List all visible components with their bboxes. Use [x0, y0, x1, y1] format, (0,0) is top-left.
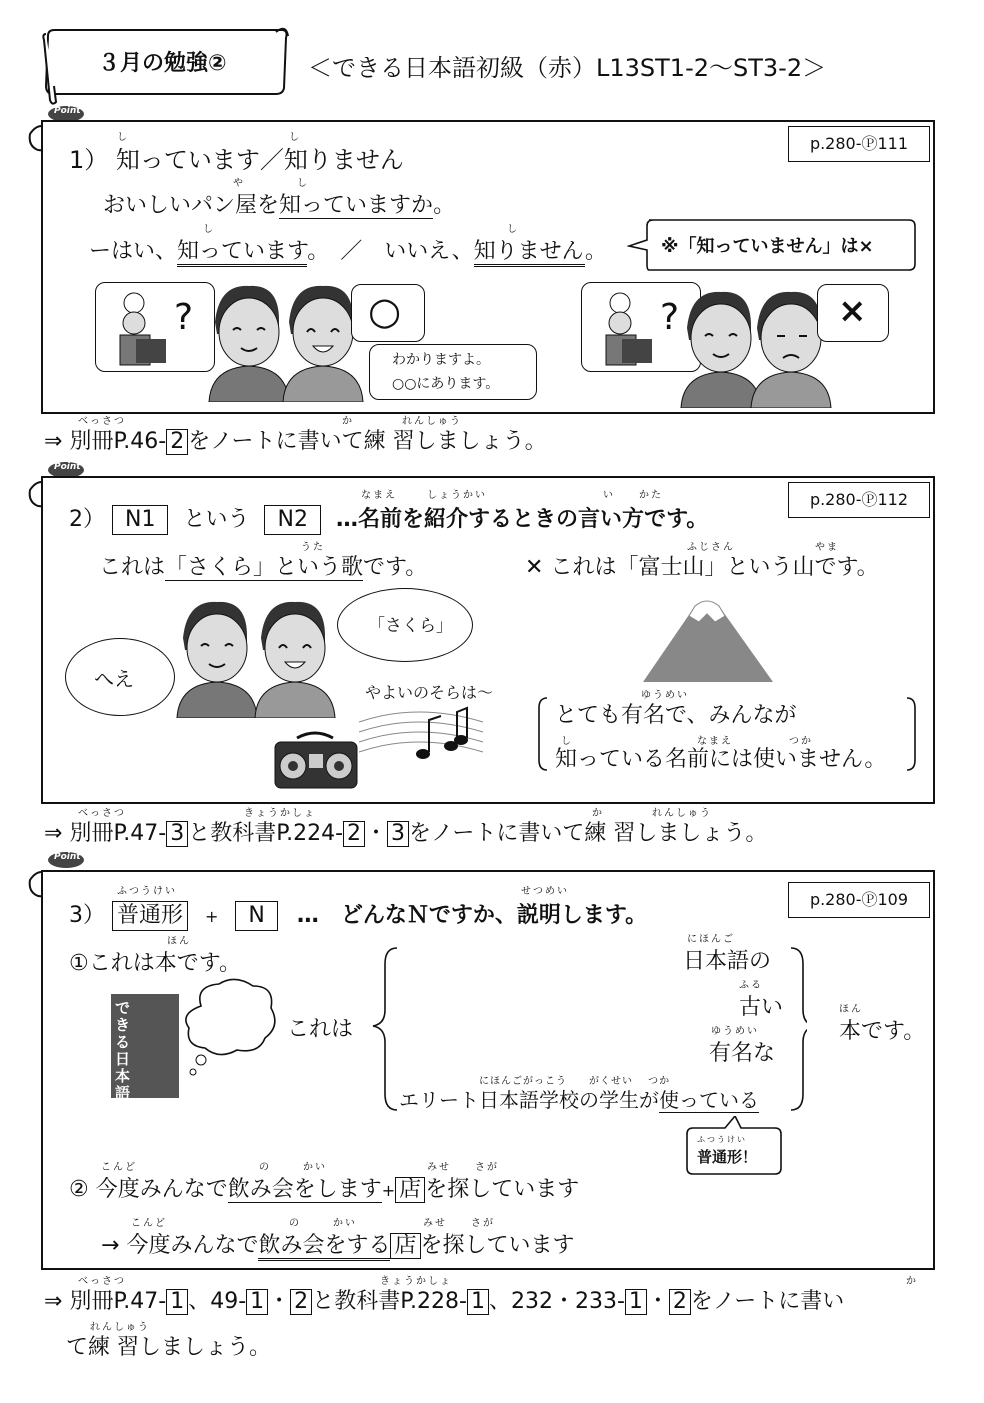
point-label: Point — [54, 462, 81, 472]
dot: ・ — [365, 821, 388, 846]
ex-num: 2 — [166, 429, 188, 455]
practice-link-1 — [44, 424, 547, 455]
cross-mark: × — [838, 291, 867, 331]
line2-a: て — [66, 1335, 89, 1360]
s1-answer — [89, 234, 607, 265]
q-ya: 屋 — [235, 193, 258, 218]
furi-kata: かた — [639, 490, 663, 501]
music-notes-icon — [357, 702, 487, 772]
ref-2: p.280-Ⓟ112 — [788, 482, 930, 518]
s3-heading — [69, 898, 647, 931]
end: しましょう。 — [414, 429, 547, 454]
furi-kyoukasho-2: きょうかしょ — [244, 808, 316, 819]
furi-mise-2: みせ — [423, 1218, 447, 1229]
book-title: できる日本語 — [115, 999, 131, 1102]
practice-link-2 — [44, 816, 767, 847]
ex2-pre: ② — [69, 1177, 96, 1202]
bessatsu: 別冊 — [69, 429, 114, 454]
question-mark: ? — [660, 297, 680, 338]
mid2: いて — [319, 429, 364, 454]
furi-mise: みせ — [427, 1162, 451, 1173]
furi-renshu-2: れんしゅう — [652, 808, 712, 819]
furi-yuumei: ゆうめい — [641, 690, 689, 701]
kyoukasho: 教科書 — [210, 821, 277, 846]
opt4-pre: エリート日本語学校の学生が — [399, 1088, 659, 1112]
kaku: 書 — [800, 1289, 823, 1314]
n1-box: N1 — [112, 505, 168, 535]
kata: 方 — [622, 507, 645, 532]
furi-saga: さが — [475, 1162, 499, 1173]
and: と — [188, 821, 211, 846]
s1-question — [103, 188, 455, 219]
furi-hon-2: ほん — [839, 1004, 863, 1015]
furi-futsuukei: ふつうけい — [117, 886, 177, 897]
renshu: 練 習 — [584, 821, 636, 846]
page: P.47- — [113, 821, 167, 846]
ex-end: です。 — [363, 555, 428, 580]
bracket-line-1: とても有名で、みんなが — [555, 703, 797, 728]
ex2-b: を探しています — [425, 1177, 580, 1202]
ex2-a: みんなで — [139, 1177, 228, 1202]
page: P.47- — [113, 1289, 167, 1314]
note-post: 」は× — [822, 236, 874, 257]
furi-kondo: こんど — [101, 1162, 137, 1173]
section-3 — [41, 870, 935, 1270]
kondo: 今度 — [95, 1177, 140, 1202]
practice-link-3-line-2 — [66, 1330, 271, 1361]
furi-elite: にほんごがっこう がくせい つか — [479, 1076, 671, 1087]
furi-no: の — [259, 1162, 271, 1173]
arrow: ⇒ — [44, 429, 70, 454]
furi-ka-1: か — [342, 416, 354, 427]
hee-text: へえ — [94, 667, 134, 691]
page2: P.224- — [276, 821, 344, 846]
arrow: ⇒ — [44, 821, 70, 846]
s3-heading-rest — [297, 903, 647, 928]
q-o: を — [257, 193, 280, 218]
furi-shi-3: し — [297, 178, 309, 189]
opt4-ul: 使っている — [659, 1088, 759, 1112]
futsuukei-box: 普通形 — [112, 901, 188, 931]
s1-heading — [69, 140, 404, 175]
option-furui: 古い — [739, 995, 784, 1020]
ex-pre: これは — [99, 555, 166, 580]
end: しましょう。 — [139, 1335, 272, 1360]
bad-text: これは「富士山」という山です。 — [550, 555, 879, 580]
section-1 — [41, 120, 935, 414]
ex-num: 1 — [166, 1289, 188, 1315]
page-title: ３月の勉強② — [98, 51, 227, 76]
circle-mark: ○ — [368, 289, 402, 333]
a-mid: 。 ／ いいえ、 — [307, 239, 474, 264]
ex2r-b: を探しています — [420, 1233, 575, 1258]
furi-bessatsu-2: べっさつ — [78, 808, 126, 819]
note-text — [661, 232, 874, 258]
ex-num: 2 — [290, 1289, 312, 1315]
mid: をノートに — [409, 821, 519, 846]
chef-icon — [96, 283, 214, 371]
mise-box: 店 — [390, 1233, 420, 1259]
section-2 — [41, 476, 935, 804]
bracket-note — [537, 690, 917, 774]
futsuu-note-bubble — [685, 1126, 781, 1176]
suru: するときの — [468, 507, 579, 532]
s2-num: 2） — [69, 507, 105, 532]
note-pre: ※「 — [661, 236, 697, 257]
dot2: ・ — [646, 1289, 669, 1314]
title-scroll — [40, 26, 290, 96]
rest: … どんなＮですか、 — [296, 903, 517, 928]
furi-kai: かい — [303, 1162, 327, 1173]
s3-num: 3） — [69, 903, 105, 928]
option-elite — [399, 1084, 759, 1113]
furi-furu: ふる — [739, 980, 763, 991]
option-nihongo: 日本語の — [683, 949, 772, 974]
furi-namae-2: なまえ — [697, 736, 733, 747]
ex2-plus: + — [381, 1181, 396, 1200]
ikata: い — [600, 507, 623, 532]
furi-uta: うた — [301, 542, 325, 553]
furi-ya: や — [233, 178, 245, 189]
speech-line-2: ○○にあります。 — [392, 376, 500, 392]
renshu: 練 習 — [88, 1335, 140, 1360]
s1-heading-text: 知っています／知りません — [115, 146, 404, 174]
sakura-text: 「さくら」 — [368, 616, 453, 636]
furi-shi-6: し — [561, 736, 573, 747]
book-cover — [111, 994, 179, 1102]
heading-end: します。 — [560, 903, 648, 928]
furi-renshu-1: れんしゅう — [402, 416, 462, 427]
furi-i: い — [603, 490, 615, 501]
n2-box: N2 — [264, 505, 320, 535]
furi-nihongo: にほんご — [687, 934, 735, 945]
sep2: 、232・233- — [488, 1289, 625, 1314]
furi-no-2: の — [289, 1218, 301, 1229]
furi-bessatsu-3: べっさつ — [78, 1276, 126, 1287]
and: と — [312, 1289, 335, 1314]
furi-hon: ほん — [167, 936, 191, 947]
mise-box: 店 — [395, 1177, 425, 1203]
mid2: いて — [540, 821, 585, 846]
ex2r-ul: 飲み会をする — [258, 1233, 390, 1261]
ex2-ul: 飲み会をします — [227, 1177, 382, 1202]
desu: です。 — [644, 507, 709, 532]
question-mark: ? — [174, 297, 194, 338]
kyoukasho: 教科書 — [334, 1289, 401, 1314]
furi-ka-2: か — [592, 808, 604, 819]
ref-1: p.280-Ⓟ111 — [788, 126, 930, 162]
song-text: やよいのそらは～ — [365, 683, 494, 702]
ref-3: p.280-Ⓟ109 — [788, 882, 930, 918]
furi-yama: やま — [815, 542, 839, 553]
practice-link-3 — [44, 1284, 844, 1315]
dot1: ・ — [268, 1289, 291, 1314]
furi-shoukai: しょうかい — [427, 490, 487, 501]
furi-yuumei-2: ゆうめい — [711, 1026, 759, 1037]
ex2-rewrite — [101, 1228, 575, 1259]
point-label: Point — [54, 106, 81, 116]
s1-heading-num: 1） — [69, 146, 109, 174]
furi-shi-5: し — [507, 224, 519, 235]
arrow: ⇒ — [44, 1289, 70, 1314]
page-subtitle: ＜できる日本語初級（赤）L13ST1-2～ST3-2＞ — [308, 54, 827, 82]
setsumei: 説明 — [516, 903, 561, 928]
s2-bad-example — [525, 550, 879, 581]
bessatsu: 別冊 — [69, 821, 114, 846]
thought-bubble-icon — [175, 976, 285, 1096]
ex-num: 2 — [343, 821, 365, 847]
s2-example — [99, 550, 427, 581]
kaku: 書 — [518, 821, 541, 846]
page2: P.228- — [400, 1289, 467, 1314]
note-box — [647, 218, 925, 270]
speech-bubble — [369, 344, 537, 400]
speech-line-1: わかりますよ。 — [392, 352, 490, 368]
a-no: 知りません — [474, 239, 585, 267]
sep1: 、49- — [188, 1289, 247, 1314]
furi-bessatsu-1: べっさつ — [78, 416, 126, 427]
ex-num: 1 — [467, 1289, 489, 1315]
furi-fujisan: ふじさん — [687, 542, 735, 553]
mid: をノートに — [188, 429, 298, 454]
ex1-text: ①これは本です。 — [69, 951, 241, 976]
ellipsis: … — [335, 507, 358, 532]
plus: + — [205, 907, 219, 926]
furi-namae: なまえ — [361, 490, 397, 501]
cross-bubble — [817, 284, 889, 342]
rewrite-arrow: → — [101, 1233, 127, 1258]
a-yes: 知っています — [177, 239, 307, 267]
mid2: い — [822, 1289, 845, 1314]
chef-bubble-1 — [95, 282, 215, 372]
ex-num: 2 — [669, 1289, 691, 1315]
furi-shi-4: し — [203, 224, 215, 235]
option-yuumei: 有名な — [709, 1041, 776, 1066]
radio-icon — [271, 728, 361, 792]
s2-heading-rest — [336, 507, 708, 532]
bubble-sakura — [337, 588, 473, 662]
n-box: N — [235, 901, 277, 931]
furi-tsuka: つか — [789, 736, 813, 747]
furi-kyoukasho-3: きょうかしょ — [380, 1276, 452, 1287]
bubble-hee — [65, 638, 175, 716]
circle-bubble — [351, 284, 425, 342]
furi-futsuu-note: ふつうけい — [697, 1135, 747, 1144]
q-pre: おいしいパン — [103, 193, 236, 218]
furi-kai-2: かい — [333, 1218, 357, 1229]
q-end: 。 — [433, 193, 456, 218]
kondo: 今度 — [126, 1233, 171, 1258]
wo: を — [401, 507, 424, 532]
furi-shi-1: し — [117, 132, 129, 143]
s2-heading — [69, 502, 708, 535]
to-iu: という — [183, 507, 250, 532]
futsuu-note-text: 普通形！ — [697, 1148, 758, 1166]
furi-ka-3: か — [906, 1276, 918, 1287]
furi-kondo-2: こんど — [131, 1218, 167, 1229]
kaku: 書 — [297, 429, 320, 454]
a-dash: ーはい、 — [89, 239, 178, 264]
ex-num: 3 — [166, 821, 188, 847]
a-end: 。 — [584, 239, 607, 264]
page: P.46- — [113, 429, 167, 454]
namae: 名前 — [357, 507, 402, 532]
bracket-line-2: 知っている名前には使いません。 — [555, 747, 887, 772]
end: しましょう。 — [635, 821, 768, 846]
mid: をノートに — [690, 1289, 801, 1314]
note-word: 知っていません — [696, 236, 823, 257]
ex-ul: 「さくら」という歌 — [165, 555, 364, 580]
furi-renshu-3: れんしゅう — [90, 1322, 150, 1333]
furi-shi-2: し — [289, 132, 301, 143]
q-ul: 知っていますか — [279, 193, 434, 218]
ex2 — [69, 1172, 579, 1203]
kore-wa: これは — [287, 1017, 354, 1042]
hon-desu: 本です。 — [839, 1019, 926, 1044]
renshu: 練 習 — [363, 429, 415, 454]
ex-num: 3 — [387, 821, 409, 847]
ex2-a: みんなで — [170, 1233, 259, 1258]
mount-fuji-icon — [639, 586, 779, 686]
point-label: Point — [54, 852, 81, 862]
ex-num: 1 — [246, 1289, 268, 1315]
ex-num: 1 — [625, 1289, 647, 1315]
furi-saga-2: さが — [471, 1218, 495, 1229]
shoukai: 紹介 — [423, 507, 468, 532]
furi-setsumei: せつめい — [521, 886, 569, 897]
bad-mark: ✕ — [525, 555, 544, 580]
ii: 言 — [578, 507, 601, 532]
bessatsu: 別冊 — [69, 1289, 114, 1314]
